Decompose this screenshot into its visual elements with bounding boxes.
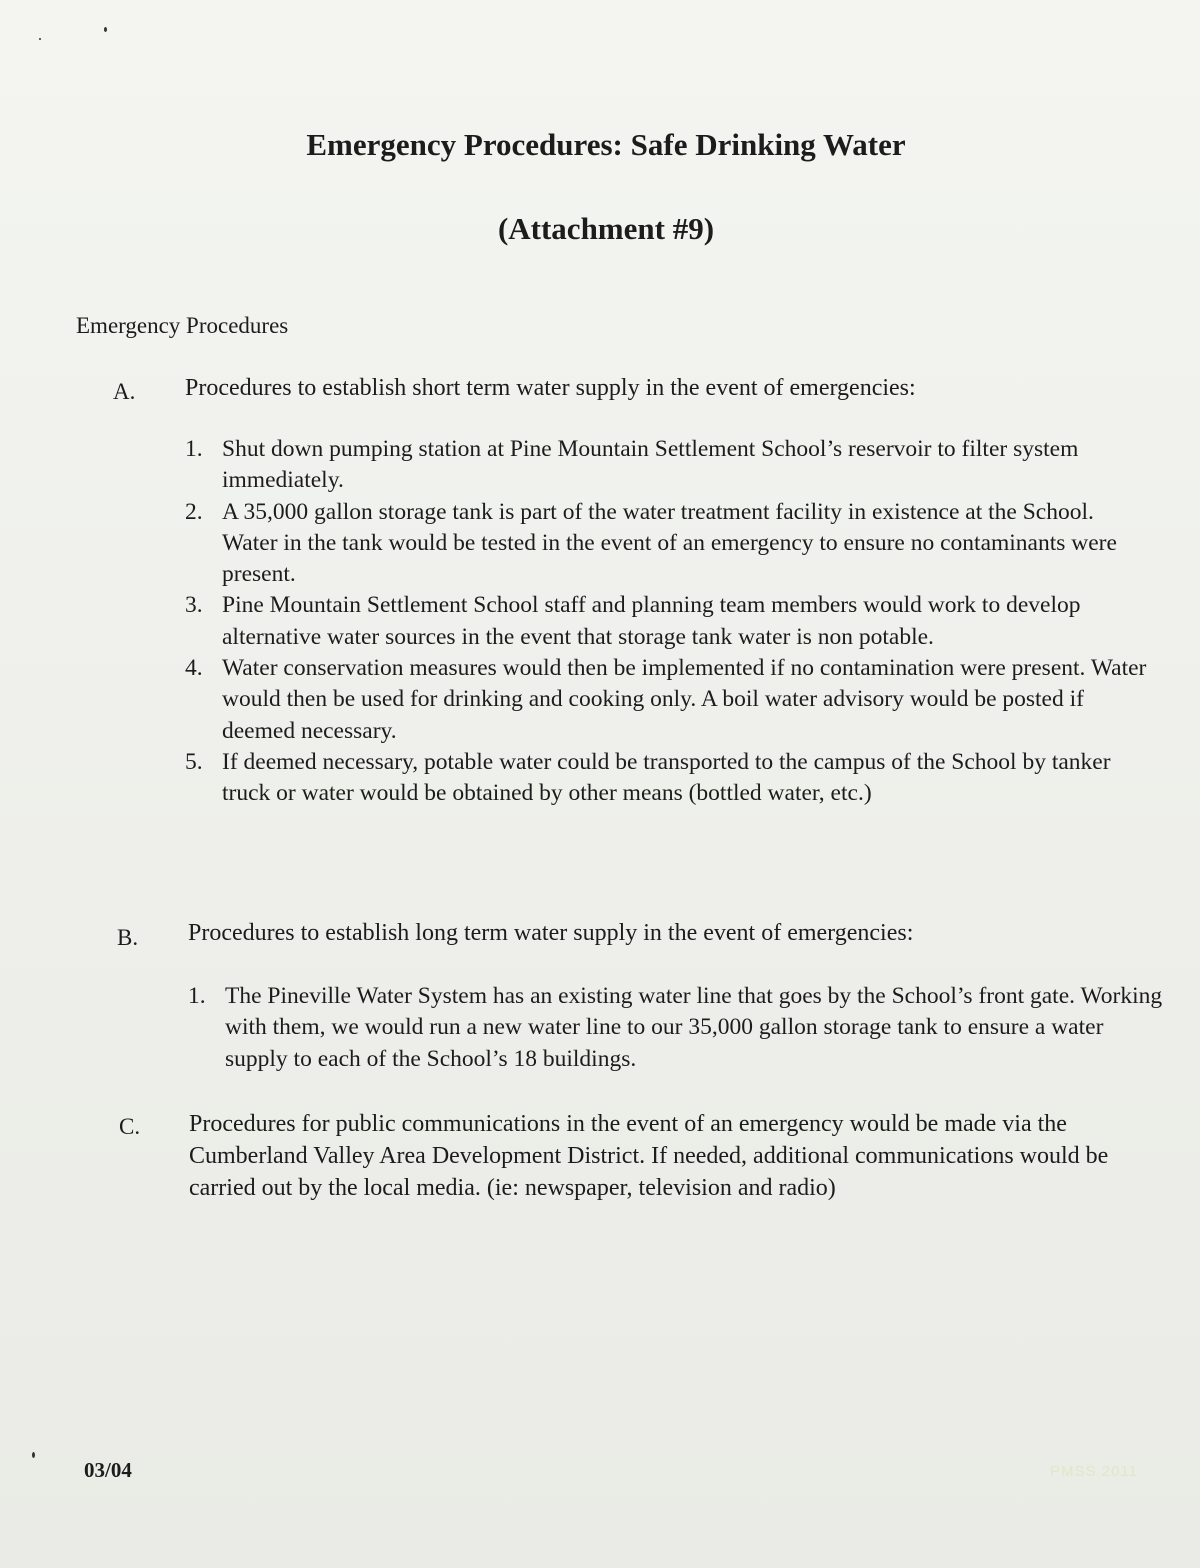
footer-watermark: PMSS 2011 xyxy=(1050,1463,1138,1480)
item-text: A 35,000 gallon storage tank is part of the water treatment facility in existence at the School. Water in the tank would be tested in the event of an emergency to ensure no contaminants were present. xyxy=(222,498,1117,588)
item-number: 2. xyxy=(185,498,203,525)
section-b-heading: Procedures to establish long term water supply in the event of emergencies: xyxy=(188,920,914,946)
list-item xyxy=(185,497,1153,591)
item-text: If deemed necessary, potable water could be transported to the campus of the School by tanker truck or water would be obtained by other means (bottled water, etc.) xyxy=(222,748,1111,807)
item-number: 1. xyxy=(185,436,203,462)
section-a-heading: Procedures to establish short term water supply in the event of emergencies: xyxy=(185,375,916,401)
list-item xyxy=(185,590,1153,653)
item-text: Shut down pumping station at Pine Mountain Settlement School’s reservoir to filter system immediately. xyxy=(222,436,1079,494)
list-item xyxy=(188,981,1163,1075)
item-text: Water conservation measures would then be implemented if no contamination were present. Water would then be used for drinking and cooking only. A boil water advisory would be posted if deemed necessary. xyxy=(222,655,1147,744)
section-b-list xyxy=(188,981,1163,1075)
footer-date: 03/04 xyxy=(84,1458,132,1482)
intro-heading: Emergency Procedures xyxy=(76,313,289,338)
item-number: 1. xyxy=(188,983,206,1009)
section-c-text: Procedures for public communications in the event of an emergency would be made via the Cumberland Valley Area Development District. If needed, additional communications would be carried out by the local media. (ie: newspaper, television and radio) xyxy=(189,1111,1109,1201)
section-letter-a: A. xyxy=(113,379,136,404)
page-title: Emergency Procedures: Safe Drinking Water xyxy=(306,127,906,162)
section-a-list xyxy=(185,434,1153,810)
list-item xyxy=(185,747,1153,810)
scan-speck xyxy=(32,1452,35,1458)
item-text: Pine Mountain Settlement School staff and planning team members would work to develop alternative water sources in the event that storage tank water is non potable. xyxy=(222,592,1081,650)
page-subtitle: (Attachment #9) xyxy=(497,211,715,246)
section-letter-c: C. xyxy=(119,1114,141,1139)
item-number: 5. xyxy=(185,748,203,775)
scan-speck xyxy=(39,38,41,40)
item-number: 4. xyxy=(185,655,203,682)
list-item xyxy=(185,434,1153,497)
scan-speck xyxy=(104,27,107,32)
item-number: 3. xyxy=(185,592,203,619)
section-letter-b: B. xyxy=(117,925,139,950)
item-text: The Pineville Water System has an existing water line that goes by the School’s front gate. Working with them, we would run a new water line to our 35,000 gallon storage tank to ensure a water supply to each of the School’s 18 buildings. xyxy=(225,983,1163,1072)
list-item xyxy=(185,653,1153,747)
